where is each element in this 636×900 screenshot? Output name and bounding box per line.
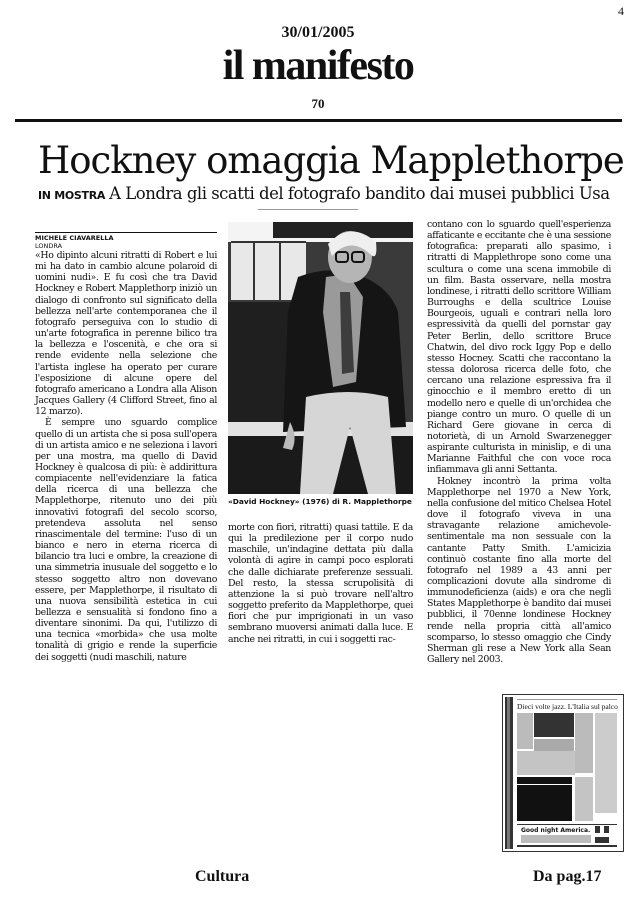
byline: [35, 234, 114, 250]
portrait-photo-image: [228, 222, 413, 494]
thumbnail-headline: Dieci volte jazz. L'Italia sul palco: [517, 702, 618, 711]
byline-divider: [35, 232, 217, 233]
article-photo: [228, 222, 413, 494]
source-page-thumbnail[interactable]: [502, 694, 624, 852]
author-name: MICHELE CIAVARELLA: [35, 234, 114, 242]
paragraph: È sempre uno sguardo complice quello di un artista che si posa sull'opera di un artista amico e ne seleziona i lavori per una mostra, ma quello di David Hockney è qualcosa di più: è addirittura compiacente nell'evidenziare la fatica della ricerca di una bellezza che Mapplethorpe, ritenuto uno dei più innovativi fotografi del secolo scorso, pretendeva assoluta nel senso rinascimentale del termine: l'uso di un bianco e nero in eterna ricerca di bilancio tra luci e ombre, la creazione di una simmetria inusuale del soggetto e lo stesso soggetto altro non dovevano essere, per Mapplethorpe, il risultato di una nuova sensibilità estetica in cui bellezza e sensualità si fondono fino a diventare sinonimi. Da qui, l'utilizzo di una tecnica «morbida» che usa molte tonalità di grigio e rende la superficie dei soggetti (nudi maschili, nature: [35, 417, 217, 663]
issue-page-number: 70: [311, 96, 325, 111]
section-label: Cultura: [195, 868, 250, 885]
header-divider: [15, 119, 622, 122]
thumbnail-page-image: [503, 695, 623, 851]
newspaper-masthead: il manifesto: [222, 43, 414, 89]
article-column-2: [228, 522, 413, 645]
article-subhead: [38, 184, 610, 203]
article-column-1: [35, 250, 217, 663]
article-column-3: [427, 219, 611, 665]
paragraph: morte con fiori, ritratti) quasi tattile. E da qui la predilezione per il corpo nudo maschile, un'indagine dettata più dalla volontà di agire in campi poco esplorati che dalle dichiarate preferenze sessuali. Del resto, la stessa scrupolisità di attenzione la si può trovare nell'altro soggetto preferito da Mapplethorpe, quei fiori che pur imprigionati in un vaso sembrano muoversi animati dalla luce. E anche nei ritratti, in cui i soggetti rac-: [228, 522, 413, 645]
article-headline: Hockney omaggia Mapplethorpe: [38, 139, 624, 182]
kicker-label: IN MOSTRA: [38, 189, 106, 202]
paragraph: contano con lo sguardo quell'esperienza affaticante e eccitante che è una sessione fotografica: preparati allo spasimo, i ritratti di Mapplethrope sono come una scultura o come una scena immobile di un film. Basta osservare, nella mostra londinese, i ritratti dello scrittore William Burroughs e della scultrice Louise Bourgeois, uguali e contrari nella loro espressività da quelli del pornstar gay Peter Berlin, dello scrittore Bruce Chatwin, del divo rock Iggy Pop e dello stesso Hocney. Scatti che raccontano la stessa dolorosa ricerca delle foto, che cercano una relazione espressiva fra il ginocchio e il membro eretto di un modello nero e quelle di un'orchidea che piange contro un muro. O quelle di un Richard Gere giovane in cerca di notorietà, di un Arnold Swarzenegger aspirante culturista in minislip, e di una Marianne Faithful che con voce roca infiammava gli anni Settanta.: [427, 219, 611, 476]
dateline-location: LONDRA: [35, 242, 63, 250]
source-page-reference: Da pag.17: [533, 868, 602, 885]
page-number: 4: [618, 4, 624, 18]
paragraph: Hokney incontrò la prima volta Mapplethorpe nel 1970 a New York, nella confusione del mitico Chelsea Hotel dove il fotografo viveva in una stravagante relazione amichevole-sentimentale ma non sessuale con la cantante Patty Smith. L'amicizia continuò costante fino alla morte del fotografo nel 1989 a 43 anni per complicazioni dovute alla sindrome di immunodeficienza (aids) e ora che negli States Mapplethorpe è bandito dai musei pubblici, il 70enne londinese Hockney rende nella propria città all'amico scomparso, lo stesso omaggio che Cindy Sherman gli rese a New York alla Sean Gallery nel 2003.: [427, 475, 611, 666]
photo-caption: «David Hockney» (1976) di R. Mapplethorpe: [228, 497, 412, 506]
thumbnail-ad-text: Good night America.: [521, 827, 591, 834]
subhead-divider: [258, 209, 358, 210]
subhead-text: A Londra gli scatti del fotografo bandito dai musei pubblici Usa: [109, 184, 610, 203]
publication-date: 30/01/2005: [281, 24, 355, 41]
paragraph: «Ho dipinto alcuni ritratti di Robert e lui mi ha dato in cambio alcune polaroid di uomini nudi». E fu così che tra David Hockney e Robert Mapplethorp iniziò un dialogo di confronto sul significato della bellezza nell'arte contemporanea che il fotografo perseguiva con lo studio di un'arte fotografica in perenne bilico tra la bellezza e l'oscenità, e che ora si rende evidente nella selezione che l'artista inglese ha operato per curare l'esposizione di alcune opere del fotografo americano a Londra alla Alison Jacques Gallery (4 Clifford Street, fino al 12 marzo).: [35, 250, 217, 418]
